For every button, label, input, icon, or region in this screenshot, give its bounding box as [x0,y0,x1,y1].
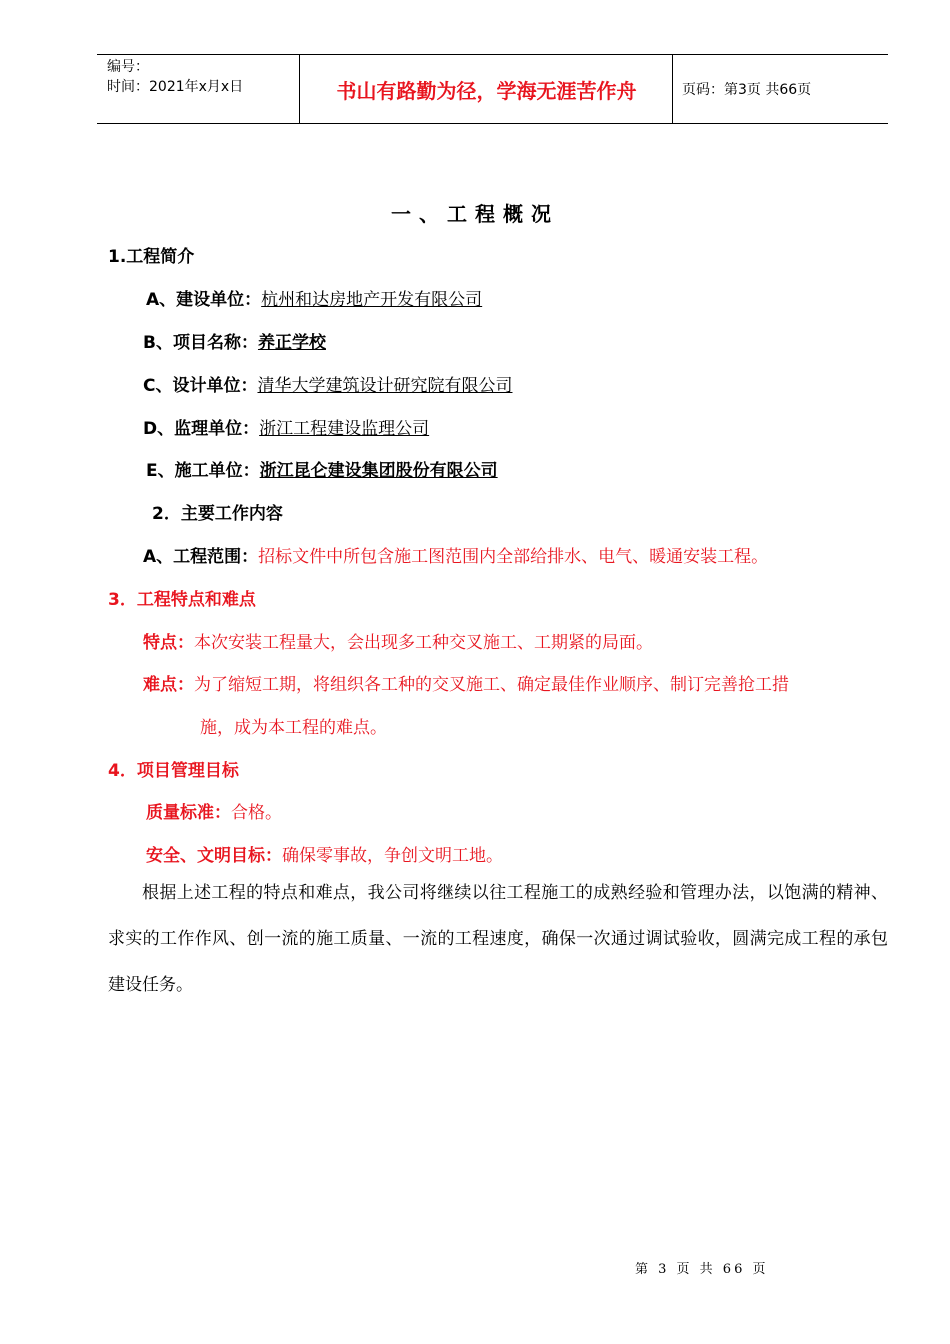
quality-row [146,798,282,823]
info-row-builder [146,285,482,310]
page-footer: 第 3 页 共 66 页 [635,1262,769,1277]
info-value: 浙江昆仑建设集团股份有限公司 [259,461,498,481]
info-value: 养正学校 [257,333,326,353]
quality-label: 质量标准： [146,803,231,823]
page-header [97,54,888,124]
header-motto: 书山有路勤为径，学海无涯苦作舟 [336,78,637,103]
info-row-designer [143,371,512,396]
scope-value: 招标文件中所包含施工图范围内全部给排水、电气、暖通安装工程。 [258,547,769,567]
safety-label: 安全、文明目标： [146,846,282,866]
info-row-supervisor [143,414,429,439]
info-row-contractor [146,456,498,481]
difficulty-label: 难点： [143,675,194,695]
section-3-heading: 3．工程特点和难点 [108,590,256,610]
scope-row [143,542,768,567]
doc-number-label: 编号： [107,59,149,75]
info-value: 清华大学建筑设计研究院有限公司 [257,376,513,396]
info-label: C、设计单位： [143,376,258,396]
difficulty-value: 为了缩短工期，将组织各工种的交叉施工、确定最佳作业顺序、制订完善抢工措 [194,675,789,695]
difficulty-row [143,670,789,695]
info-row-project [143,328,326,353]
header-page-info: 页码：第3页 共66页 [682,82,812,98]
info-label: B、项目名称： [143,333,258,353]
section-4-heading: 4．项目管理目标 [108,761,239,781]
closing-paragraph: 根据上述工程的特点和难点，我公司将继续以往工程施工的成熟经验和管理办法，以饱满的精神、求实的工作作风、创一流的施工质量、一流的工程速度，确保一次通过调试验收，圆满完成工程的承包建设任务。 [108,883,888,995]
info-value: 浙江工程建设监理公司 [259,419,430,439]
info-label: A、建设单位： [146,290,262,310]
feature-label: 特点： [143,633,194,653]
feature-row [143,628,653,653]
info-label: D、监理单位： [143,419,260,439]
info-label: E、施工单位： [146,461,260,481]
safety-value: 确保零事故，争创文明工地。 [282,846,503,866]
quality-value: 合格。 [231,803,282,823]
safety-row [146,841,503,866]
feature-value: 本次安装工程量大，会出现多工种交叉施工、工期紧的局面。 [194,633,653,653]
page-title: 一、工程概况 [391,202,559,226]
difficulty-continuation: 施，成为本工程的难点。 [200,718,387,738]
section-1-heading: 1.工程简介 [108,247,195,267]
scope-label: A、工程范围： [143,547,259,567]
info-value: 杭州和达房地产开发有限公司 [261,290,483,310]
section-2-heading: 2．主要工作内容 [152,504,283,524]
header-meta [107,57,243,97]
doc-time-label: 时间：2021年x月x日 [107,79,244,95]
